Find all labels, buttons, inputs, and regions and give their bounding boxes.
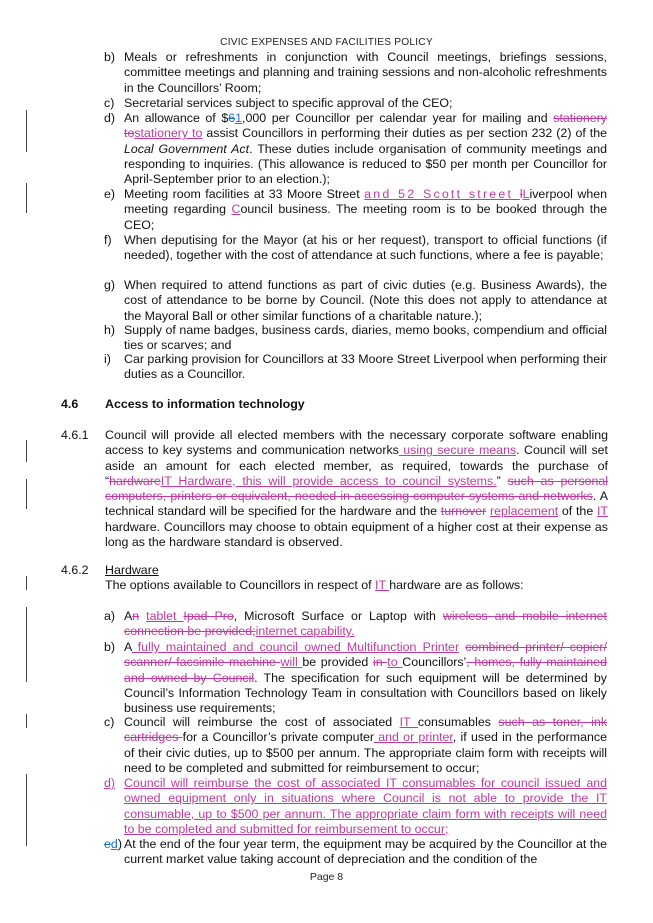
deleted-text: stationery to: [124, 111, 607, 141]
change-bar: [26, 774, 27, 846]
list-marker: e): [104, 187, 116, 201]
text-run: At the end of the four year term, the equipment may be acquired by the Councillor at the current market value taking account of depreciation and the condition of the: [124, 837, 607, 867]
inserted-text: and or printer: [374, 730, 453, 745]
inserted-text: Multifunction Printer: [346, 640, 460, 654]
text-run: A: [124, 609, 133, 623]
inserted-text: fully maintained and council owned: [131, 640, 347, 654]
paragraph-4-6-1: [61, 428, 608, 548]
text-run: Supply of name badges, business cards, diaries, memo books, compendium and official ties or scarves; and: [124, 323, 607, 353]
italic-text: Local Government Act: [124, 141, 250, 156]
list-item-text: [124, 640, 607, 716]
text-run: Meeting room facilities at 33 Moore Street: [124, 187, 365, 201]
text-run: ”: [496, 473, 508, 488]
list-item: [104, 187, 607, 233]
deleted-text: e: [104, 837, 111, 851]
text-run: iverpool when meeting regarding: [124, 187, 607, 217]
list-item: [104, 640, 607, 716]
deleted-text: such as personal computers, printers or equivalent, needed in accessing computer systems and networks: [105, 473, 608, 504]
inserted-text: to: [387, 655, 403, 670]
text-run: When deputising for the Mayor (at his or her request), transport to official functions (if needed), together with the cost of attendance at such functions, where a fee is payable;: [124, 233, 607, 263]
text-run: be provided: [302, 655, 373, 670]
list-marker: a): [104, 609, 116, 623]
subheading-hardware: Hardware: [105, 563, 159, 577]
change-bar: [26, 576, 27, 590]
inserted-text: d: [110, 837, 118, 851]
text-run: Car parking provision for Councillors at 33 Moore Street Liverpool when performing their duties as a Councillor.: [124, 352, 607, 382]
text-run: Meals or refreshments in conjunction with Council meetings, briefings sessions, committee meetings and planning and training sessions and non-alcoholic refreshments in the Councillors’ Room;: [124, 50, 607, 95]
list-marker: c): [104, 96, 115, 110]
paragraph-number: 4.6.1: [61, 428, 89, 442]
section-title: Access to information technology: [105, 397, 305, 411]
text-run: When required to attend functions as part of civic duties (e.g. Business Awards), the cost of attendance to be borne by Council. (Note this does not apply to attendance at the Mayoral Ball or other similar functions of a charitable nature.);: [124, 278, 607, 323]
list-item: [104, 96, 607, 111]
list-item: [104, 278, 607, 324]
list-item-text: [124, 233, 607, 264]
inserted-text: internet capability.: [255, 624, 355, 639]
list-item-text: [124, 715, 607, 776]
list-item-text: [124, 96, 607, 111]
deleted-text: n: [132, 609, 140, 623]
list-item-inserted: [104, 776, 607, 837]
text-run: ): [117, 837, 122, 851]
deleted-text: 6: [228, 111, 236, 125]
deleted-text: combined printer/ copier/ scanner/ facsimile machine: [124, 640, 608, 670]
text-run: . A technical standard will be specified for the hardware and the: [105, 489, 608, 519]
list-marker: g): [104, 278, 116, 292]
inserted-text: Council will reimburse the cost of associated IT consumables for council issued and owned equipment only in situations where Council is not able to provide the IT consumable, up to $500 per annum. The appropriate claim form with receipts will need to be completed and submitted for reimbursement to occur;: [124, 776, 607, 836]
text-run: Secretarial services subject to specific approval of the CEO;: [124, 96, 453, 110]
inserted-text: IT: [399, 715, 418, 729]
page-header: CIVIC EXPENSES AND FACILITIES POLICY: [220, 37, 433, 48]
list-marker: h): [104, 323, 116, 337]
deleted-text: hardware: [109, 473, 161, 488]
text-run: Council will reimburse the cost of associated: [124, 715, 400, 729]
list-marker: b): [104, 50, 116, 64]
inserted-text: IT: [375, 578, 390, 593]
inserted-text: L: [522, 187, 530, 201]
list-item-text: [124, 323, 607, 354]
text-run: The options available to Councillors in respect of: [105, 578, 375, 593]
list-marker: b): [104, 640, 116, 654]
paragraph-text: [105, 428, 608, 550]
text-run: ouncil business. The meeting room is to be booked through the CEO;: [124, 202, 607, 232]
text-run: for a Councillor’s private computer: [182, 730, 375, 745]
list-marker: i): [104, 352, 111, 366]
change-bar: [26, 714, 27, 728]
paragraph-text: [105, 578, 524, 592]
list-item-text: [124, 111, 607, 187]
deleted-text: , homes, fully maintained and owned by Council: [124, 655, 607, 685]
inserted-text: will: [280, 655, 303, 670]
list-item-text: [124, 352, 607, 383]
deleted-text: wireless and mobile internet connection be provided;: [124, 609, 607, 639]
text-run: . These duties include organisation of community meetings and responding to inquiries. (This allowance is reduced to $50 per month per Councillor for April-September prior to an election.);: [124, 141, 607, 187]
list-marker: c): [104, 715, 115, 729]
page-number: Page 8: [309, 871, 344, 883]
list-item: [104, 609, 607, 640]
list-item-text: [124, 50, 607, 96]
list-item: [104, 111, 607, 187]
text-run: Councillors’: [402, 655, 467, 670]
list-item: [104, 233, 607, 264]
deleted-text: l: [519, 187, 523, 201]
change-bar: [26, 183, 27, 213]
text-run: A: [124, 640, 132, 654]
text-run: An allowance of $: [124, 111, 229, 125]
list-item-text: [124, 278, 607, 324]
text-run: . The specification for such equipment will be determined by Council’s Information Technology Team in consultation with Councillors based on likely business use requirements;: [124, 670, 607, 716]
change-bar: [26, 607, 27, 682]
deleted-text: in: [372, 655, 388, 670]
deleted-text: Ipad Pro: [183, 609, 234, 623]
list-item: [104, 715, 607, 776]
list-item: [104, 50, 607, 96]
paragraph-4-6-2: [61, 563, 608, 595]
inserted-text: 1: [235, 111, 243, 125]
inserted-text: IT: [596, 504, 608, 519]
text-run: . Council will set aside an amount for each elected member, as required, towards the purchase of “: [105, 443, 608, 488]
list-item: [104, 837, 607, 868]
text-run: , Microsoft Surface or Laptop with: [233, 609, 443, 623]
inserted-text: replacement: [489, 504, 559, 519]
inserted-text: tablet: [146, 609, 184, 623]
list-marker: f): [104, 233, 112, 247]
paragraph-body: [105, 563, 608, 594]
inserted-text: using secure means: [398, 443, 517, 458]
list-item-text: [124, 837, 607, 868]
inserted-text: and 52 Scott street: [364, 187, 520, 201]
paragraph-number: 4.6.2: [61, 563, 89, 577]
section-heading: [61, 397, 305, 412]
text-run: assist Councillors in performing their duties as per section 232 (2) of the: [202, 126, 607, 141]
text-run: hardware are as follows:: [389, 578, 524, 593]
list-item-text: [124, 187, 607, 233]
text-run: Council will provide all elected members with the necessary corporate software enabling access to key systems and communication networks: [105, 428, 608, 458]
text-run: of the: [558, 504, 597, 519]
change-bar: [26, 110, 27, 152]
list-item-text: [124, 609, 607, 640]
list-marker: [104, 837, 124, 868]
inserted-text: C: [231, 202, 241, 217]
section-number: 4.6: [61, 397, 79, 411]
deleted-text: turnover: [440, 504, 487, 519]
deleted-text: such as toner, ink cartridges: [124, 715, 608, 745]
inserted-text: stationery to: [134, 126, 203, 141]
inserted-text: IT Hardware, this will provide access to council systems.: [160, 473, 497, 488]
list-marker: d): [104, 776, 116, 790]
text-run: , if used in the performance of their civic duties, up to $500 per annum. The appropriate claim form with receipts will need to be completed and submitted for reimbursement to occur;: [124, 730, 607, 775]
text-run: consumables: [417, 715, 499, 729]
list-item: [104, 352, 607, 383]
list-marker: d): [104, 111, 116, 125]
list-item: [104, 323, 607, 354]
list-item-text: [124, 776, 607, 837]
change-bar: [26, 479, 27, 509]
text-run: ,000 per Councillor per calendar year for mailing and: [242, 111, 554, 125]
text-run: hardware. Councillors may choose to obtain equipment of a higher cost at their expense as long as the hardware standard is observed.: [105, 519, 608, 550]
change-bar: [26, 440, 27, 462]
